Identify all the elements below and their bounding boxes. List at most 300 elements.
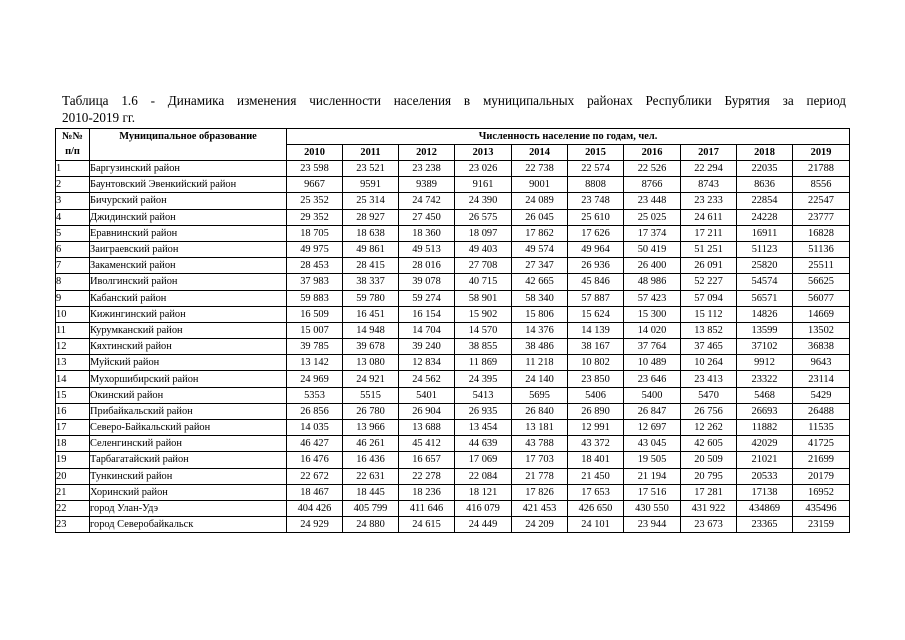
population-cell: 12 991 [568,420,624,436]
population-cell: 27 450 [399,209,455,225]
row-number: 5 [56,225,90,241]
population-cell: 28 453 [287,258,343,274]
population-cell: 50 419 [624,241,681,257]
population-cell: 16911 [737,225,793,241]
population-cell: 19 505 [624,452,681,468]
population-cell: 49 403 [455,241,512,257]
table-row [56,517,850,533]
population-cell: 23 850 [568,371,624,387]
municipality-name: Селенгинский район [90,436,287,452]
population-cell: 14 020 [624,322,681,338]
population-cell: 24 742 [399,193,455,209]
population-cell: 51136 [793,241,850,257]
population-cell: 404 426 [287,500,343,516]
population-cell: 15 300 [624,306,681,322]
municipality-name: Заиграевский район [90,241,287,257]
municipality-name: Еравнинский район [90,225,287,241]
population-cell: 28 415 [343,258,399,274]
row-number: 18 [56,436,90,452]
population-cell: 26693 [737,403,793,419]
population-cell: 13 142 [287,355,343,371]
population-cell: 15 112 [681,306,737,322]
population-cell: 13502 [793,322,850,338]
population-cell: 11882 [737,420,793,436]
population-cell: 46 427 [287,436,343,452]
population-cell: 56571 [737,290,793,306]
population-cell: 42029 [737,436,793,452]
row-number: 16 [56,403,90,419]
population-cell: 23 413 [681,371,737,387]
municipality-name: Мухоршибирский район [90,371,287,387]
population-cell: 49 964 [568,241,624,257]
population-cell: 22 738 [512,161,568,177]
population-cell: 22 631 [343,468,399,484]
population-cell: 25820 [737,258,793,274]
population-cell: 13 080 [343,355,399,371]
row-number: 4 [56,209,90,225]
row-number: 9 [56,290,90,306]
population-cell: 10 802 [568,355,624,371]
table-row [56,484,850,500]
population-cell: 38 167 [568,339,624,355]
population-cell: 18 401 [568,452,624,468]
population-cell: 5401 [399,387,455,403]
population-cell: 22 672 [287,468,343,484]
population-cell: 38 855 [455,339,512,355]
population-cell: 20533 [737,468,793,484]
population-cell: 29 352 [287,209,343,225]
table-row [56,306,850,322]
year-header-2012: 2012 [399,145,455,161]
population-cell: 25511 [793,258,850,274]
population-cell: 11 869 [455,355,512,371]
population-cell: 8743 [681,177,737,193]
population-cell: 17 826 [512,484,568,500]
population-cell: 26 756 [681,403,737,419]
municipality-name: Хоринский район [90,484,287,500]
population-cell: 22 526 [624,161,681,177]
population-cell: 58 340 [512,290,568,306]
year-header-2011: 2011 [343,145,399,161]
row-number: 19 [56,452,90,468]
year-header-2016: 2016 [624,145,681,161]
population-cell: 9643 [793,355,850,371]
municipality-name: Кижингинский район [90,306,287,322]
population-cell: 51 251 [681,241,737,257]
table-row [56,322,850,338]
row-number: 12 [56,339,90,355]
table-row [56,420,850,436]
population-cell: 17 374 [624,225,681,241]
municipality-name: Иволгинский район [90,274,287,290]
population-cell: 26 400 [624,258,681,274]
population-cell: 27 708 [455,258,512,274]
population-cell: 51123 [737,241,793,257]
table-row [56,500,850,516]
population-cell: 10 264 [681,355,737,371]
population-cell: 17138 [737,484,793,500]
number-header-line-2: п/п [65,146,80,157]
population-cell: 17 703 [512,452,568,468]
population-cell: 435496 [793,500,850,516]
population-cell: 24 921 [343,371,399,387]
population-cell: 40 715 [455,274,512,290]
population-cell: 16 476 [287,452,343,468]
population-cell: 5400 [624,387,681,403]
population-cell: 9389 [399,177,455,193]
population-cell: 405 799 [343,500,399,516]
population-cell: 28 016 [399,258,455,274]
population-cell: 21021 [737,452,793,468]
table-row [56,339,850,355]
header-row-group [56,129,850,145]
population-cell: 24 969 [287,371,343,387]
population-cell: 39 678 [343,339,399,355]
population-cell: 14 139 [568,322,624,338]
municipality-name: Бичурский район [90,193,287,209]
population-cell: 23 233 [681,193,737,209]
municipality-name: Прибайкальский район [90,403,287,419]
population-cell: 37102 [737,339,793,355]
population-cell: 44 639 [455,436,512,452]
population-cell: 26 936 [568,258,624,274]
population-cell: 17 516 [624,484,681,500]
population-cell: 5406 [568,387,624,403]
population-cell: 22 574 [568,161,624,177]
population-cell: 18 097 [455,225,512,241]
population-cell: 26 575 [455,209,512,225]
population-cell: 24 089 [512,193,568,209]
table-row [56,241,850,257]
population-cell: 5429 [793,387,850,403]
population-cell: 16 509 [287,306,343,322]
population-cell: 23159 [793,517,850,533]
population-cell: 56625 [793,274,850,290]
table-row [56,452,850,468]
row-number: 22 [56,500,90,516]
population-cell: 14 570 [455,322,512,338]
population-cell: 16 154 [399,306,455,322]
population-cell: 18 445 [343,484,399,500]
population-cell: 24 395 [455,371,512,387]
population-cell: 26 935 [455,403,512,419]
population-cell: 59 274 [399,290,455,306]
population-cell: 14 704 [399,322,455,338]
population-cell: 22547 [793,193,850,209]
municipality-name: Северо-Байкальский район [90,420,287,436]
population-cell: 21 194 [624,468,681,484]
population-cell: 8766 [624,177,681,193]
population-cell: 15 624 [568,306,624,322]
population-table [55,128,850,533]
population-cell: 37 764 [624,339,681,355]
row-number: 14 [56,371,90,387]
population-cell: 15 007 [287,322,343,338]
population-cell: 17 862 [512,225,568,241]
municipality-name: Тункинский район [90,468,287,484]
table-row [56,258,850,274]
population-cell: 18 121 [455,484,512,500]
population-cell: 23 448 [624,193,681,209]
municipality-name: Баунтовский Эвенкийский район [90,177,287,193]
table-caption [62,92,846,126]
population-cell: 24 140 [512,371,568,387]
population-cell: 23365 [737,517,793,533]
population-cell: 17 626 [568,225,624,241]
population-cell: 46 261 [343,436,399,452]
population-cell: 20 509 [681,452,737,468]
population-cell: 8556 [793,177,850,193]
population-cell: 421 453 [512,500,568,516]
population-cell: 23 598 [287,161,343,177]
table-row [56,274,850,290]
year-header-2015: 2015 [568,145,624,161]
year-header-2014: 2014 [512,145,568,161]
municipality-name: Закаменский район [90,258,287,274]
municipality-column-header: Муниципальное образование [90,129,287,161]
municipality-name: Муйский район [90,355,287,371]
population-cell: 49 861 [343,241,399,257]
row-number: 3 [56,193,90,209]
population-cell: 5353 [287,387,343,403]
population-cell: 41725 [793,436,850,452]
population-cell: 14 948 [343,322,399,338]
table-row [56,161,850,177]
population-group-header: Численность население по годам, чел. [287,129,850,145]
population-cell: 42 665 [512,274,568,290]
population-cell: 24 880 [343,517,399,533]
table-row [56,177,850,193]
population-cell: 21788 [793,161,850,177]
population-cell: 26 780 [343,403,399,419]
population-cell: 17 281 [681,484,737,500]
population-cell: 24 449 [455,517,512,533]
population-cell: 20 795 [681,468,737,484]
population-cell: 25 314 [343,193,399,209]
population-cell: 8636 [737,177,793,193]
population-cell: 49 513 [399,241,455,257]
population-cell: 16 657 [399,452,455,468]
row-number: 21 [56,484,90,500]
number-column-header [56,129,90,161]
population-cell: 27 347 [512,258,568,274]
population-cell: 56077 [793,290,850,306]
population-cell: 9667 [287,177,343,193]
population-cell: 426 650 [568,500,624,516]
population-cell: 16828 [793,225,850,241]
population-cell: 10 489 [624,355,681,371]
table-row [56,290,850,306]
population-cell: 18 705 [287,225,343,241]
population-cell: 45 846 [568,274,624,290]
population-cell: 9912 [737,355,793,371]
municipality-name: город Северобайкальск [90,517,287,533]
population-cell: 59 883 [287,290,343,306]
population-cell: 39 078 [399,274,455,290]
population-cell: 57 423 [624,290,681,306]
population-cell: 24 929 [287,517,343,533]
population-cell: 18 360 [399,225,455,241]
population-cell: 24 562 [399,371,455,387]
population-cell: 434869 [737,500,793,516]
population-cell: 37 465 [681,339,737,355]
population-cell: 20179 [793,468,850,484]
population-cell: 22 294 [681,161,737,177]
population-cell: 8808 [568,177,624,193]
population-cell: 17 069 [455,452,512,468]
population-cell: 15 806 [512,306,568,322]
population-cell: 18 638 [343,225,399,241]
population-cell: 14 035 [287,420,343,436]
population-cell: 25 352 [287,193,343,209]
row-number: 20 [56,468,90,484]
population-cell: 48 986 [624,274,681,290]
population-cell: 21 778 [512,468,568,484]
population-cell: 57 094 [681,290,737,306]
table-row [56,225,850,241]
table-row [56,209,850,225]
population-cell: 411 646 [399,500,455,516]
population-cell: 59 780 [343,290,399,306]
population-cell: 45 412 [399,436,455,452]
population-cell: 13 852 [681,322,737,338]
population-cell: 24 101 [568,517,624,533]
table-row [56,403,850,419]
population-cell: 26488 [793,403,850,419]
table-body [56,161,850,533]
population-cell: 24228 [737,209,793,225]
population-cell: 23 748 [568,193,624,209]
population-cell: 43 788 [512,436,568,452]
population-cell: 13599 [737,322,793,338]
population-cell: 9001 [512,177,568,193]
population-cell: 23777 [793,209,850,225]
population-cell: 14669 [793,306,850,322]
municipality-name: Джидинский район [90,209,287,225]
population-cell: 430 550 [624,500,681,516]
population-cell: 24 390 [455,193,512,209]
row-number: 10 [56,306,90,322]
population-cell: 23 521 [343,161,399,177]
population-cell: 38 337 [343,274,399,290]
population-cell: 22854 [737,193,793,209]
number-header-line-1: №№ [62,131,83,142]
population-cell: 42 605 [681,436,737,452]
population-cell: 12 262 [681,420,737,436]
population-cell: 28 927 [343,209,399,225]
population-cell: 24 611 [681,209,737,225]
population-cell: 57 887 [568,290,624,306]
population-cell: 13 966 [343,420,399,436]
population-cell: 13 181 [512,420,568,436]
table-row [56,387,850,403]
table-row [56,371,850,387]
population-cell: 17 211 [681,225,737,241]
caption-line-2: 2010-2019 гг. [62,110,136,125]
population-cell: 23 944 [624,517,681,533]
population-cell: 416 079 [455,500,512,516]
row-number: 2 [56,177,90,193]
population-cell: 15 902 [455,306,512,322]
population-cell: 11535 [793,420,850,436]
population-cell: 11 218 [512,355,568,371]
population-cell: 24 615 [399,517,455,533]
population-cell: 26 890 [568,403,624,419]
municipality-name: Тарбагатайский район [90,452,287,468]
row-number: 11 [56,322,90,338]
population-cell: 5413 [455,387,512,403]
population-cell: 49 975 [287,241,343,257]
population-cell: 49 574 [512,241,568,257]
population-cell: 39 240 [399,339,455,355]
population-cell: 26 091 [681,258,737,274]
table-row [56,193,850,209]
population-cell: 5695 [512,387,568,403]
population-cell: 23 646 [624,371,681,387]
row-number: 17 [56,420,90,436]
municipality-name: Кабанский район [90,290,287,306]
year-header-2018: 2018 [737,145,793,161]
population-cell: 21699 [793,452,850,468]
population-cell: 18 236 [399,484,455,500]
population-cell: 12 697 [624,420,681,436]
population-cell: 5468 [737,387,793,403]
population-cell: 38 486 [512,339,568,355]
population-cell: 17 653 [568,484,624,500]
population-cell: 26 045 [512,209,568,225]
population-cell: 22 278 [399,468,455,484]
population-cell: 16952 [793,484,850,500]
table-row [56,468,850,484]
row-number: 13 [56,355,90,371]
population-cell: 13 454 [455,420,512,436]
population-cell: 39 785 [287,339,343,355]
population-cell: 23114 [793,371,850,387]
municipality-name: Баргузинский район [90,161,287,177]
population-cell: 23 673 [681,517,737,533]
population-cell: 13 688 [399,420,455,436]
year-header-2013: 2013 [455,145,512,161]
population-cell: 23322 [737,371,793,387]
population-cell: 23 026 [455,161,512,177]
municipality-name: Курумканский район [90,322,287,338]
population-cell: 43 045 [624,436,681,452]
population-cell: 12 834 [399,355,455,371]
population-cell: 22 084 [455,468,512,484]
municipality-name: город Улан-Удэ [90,500,287,516]
population-cell: 16 451 [343,306,399,322]
population-cell: 25 610 [568,209,624,225]
population-cell: 26 904 [399,403,455,419]
table-row [56,355,850,371]
row-number: 1 [56,161,90,177]
row-number: 7 [56,258,90,274]
population-cell: 14826 [737,306,793,322]
population-cell: 9161 [455,177,512,193]
population-cell: 54574 [737,274,793,290]
row-number: 15 [56,387,90,403]
population-cell: 43 372 [568,436,624,452]
population-cell: 58 901 [455,290,512,306]
population-cell: 16 436 [343,452,399,468]
population-cell: 18 467 [287,484,343,500]
population-cell: 26 840 [512,403,568,419]
population-cell: 22035 [737,161,793,177]
municipality-name: Окинский район [90,387,287,403]
population-cell: 36838 [793,339,850,355]
year-header-2010: 2010 [287,145,343,161]
population-cell: 5470 [681,387,737,403]
